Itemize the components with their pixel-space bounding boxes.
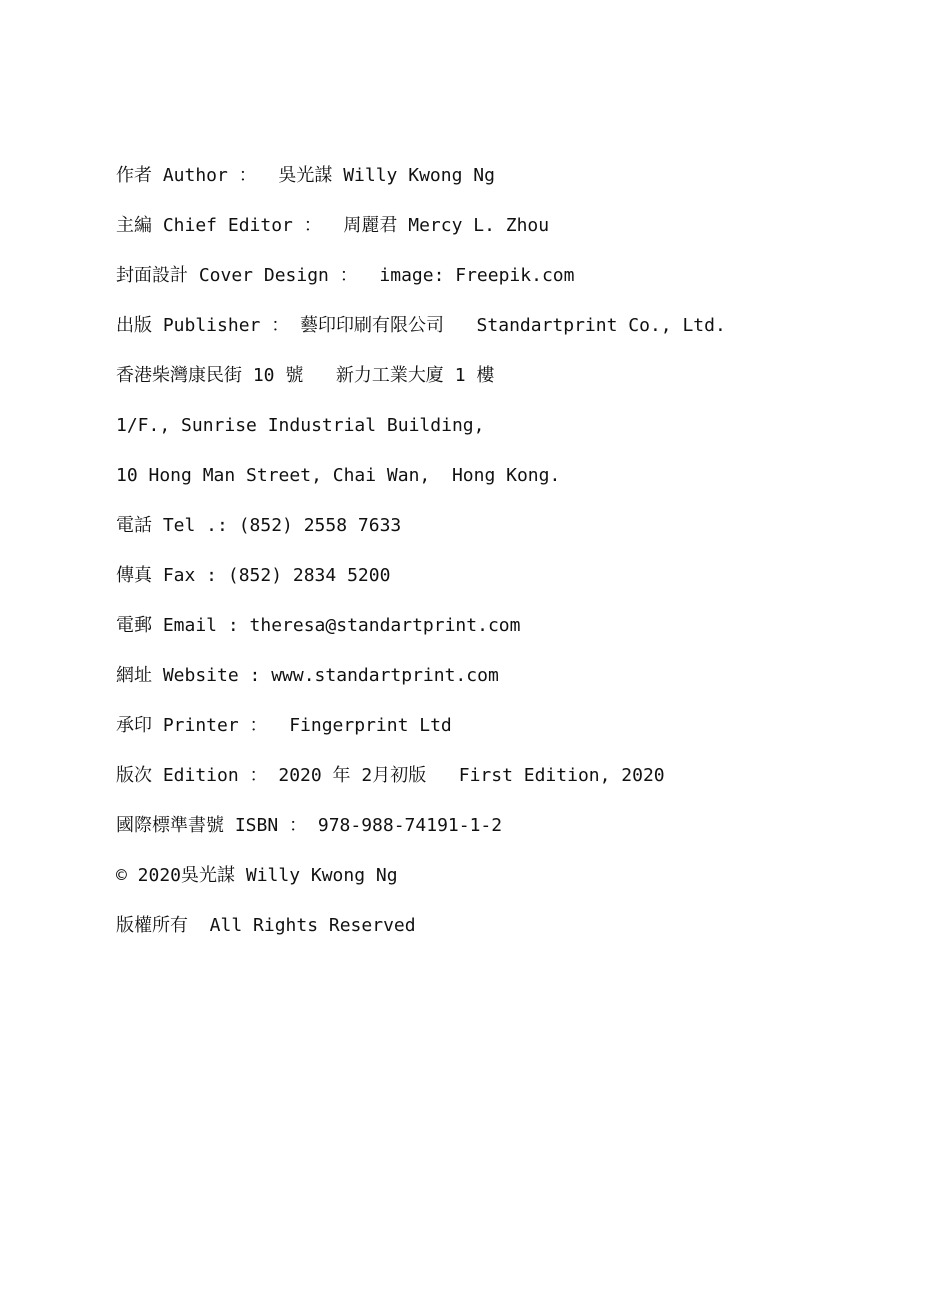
address-english-line-2: 10 Hong Man Street, Chai Wan, Hong Kong.	[116, 465, 561, 486]
copyright-line: © 2020吳光謀 Willy Kwong Ng	[116, 865, 398, 886]
chief-editor-line: 主編 Chief Editor ： 周麗君 Mercy L. Zhou	[116, 215, 550, 236]
printer-line: 承印 Printer ： Fingerprint Ltd	[116, 715, 452, 736]
rights-reserved-line: 版權所有 All Rights Reserved	[116, 915, 416, 936]
fax-line: 傳真 Fax : (852) 2834 5200	[116, 565, 391, 586]
author-line: 作者 Author ： 吳光謀 Willy Kwong Ng	[116, 165, 495, 186]
publisher-line: 出版 Publisher ： 藝印印刷有限公司 Standartprint Co., Ltd.	[116, 315, 726, 336]
website-line: 網址 Website : www.standartprint.com	[116, 665, 499, 686]
telephone-line: 電話 Tel .: (852) 2558 7633	[116, 515, 402, 536]
cover-design-line: 封面設計 Cover Design ： image: Freepik.com	[116, 265, 575, 286]
edition-line: 版次 Edition ： 2020 年 2月初版 First Edition, 2020	[116, 765, 665, 786]
email-line: 電郵 Email : theresa@standartprint.com	[116, 615, 521, 636]
colophon	[116, 160, 896, 960]
address-chinese-line: 香港柴灣康民街 10 號 新力工業大廈 1 樓	[116, 365, 495, 386]
address-english-line-1: 1/F., Sunrise Industrial Building,	[116, 415, 485, 436]
isbn-line: 國際標準書號 ISBN ： 978-988-74191-1-2	[116, 815, 503, 836]
